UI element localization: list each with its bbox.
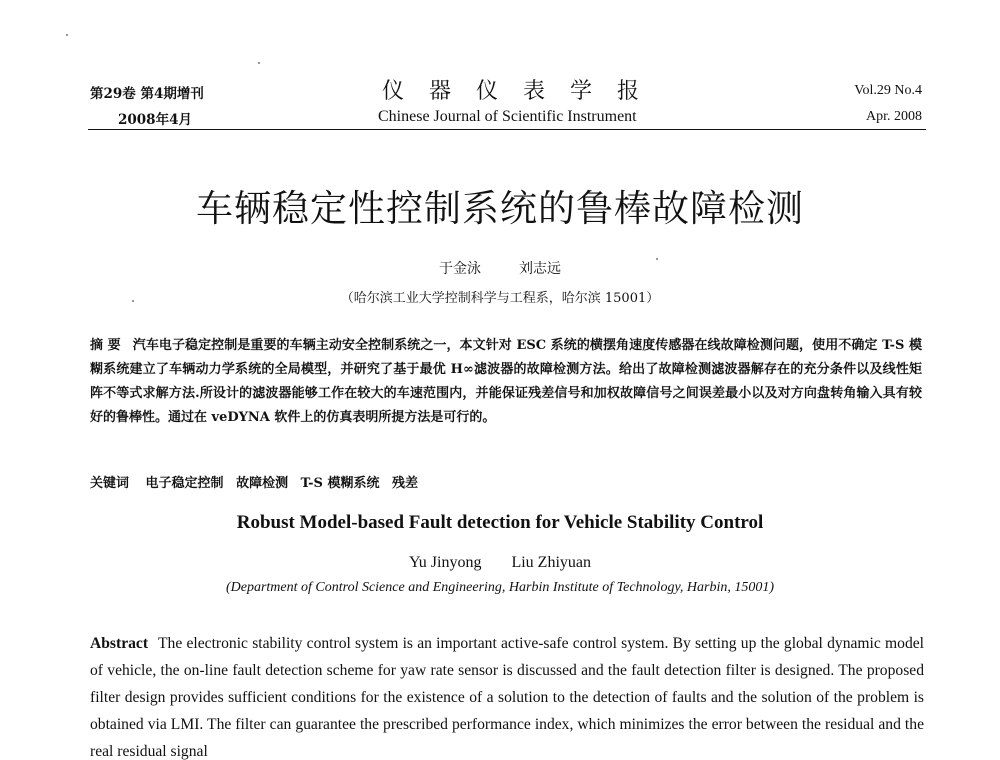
authors-cn: [0, 258, 1000, 278]
author-cn: 于金泳: [439, 261, 481, 277]
keyword: 残差: [392, 476, 419, 491]
scan-speck: [66, 34, 68, 36]
keyword: 电子稳定控制: [145, 476, 224, 491]
author-en: Liu Zhiyuan: [511, 554, 591, 571]
author-en: Yu Jinyong: [409, 554, 482, 571]
keywords-cn: [90, 472, 426, 491]
paper-title-cn: 车辆稳定性控制系统的鲁棒故障检测: [196, 187, 804, 230]
affiliation-en: (Department of Control Science and Engineering, Harbin Institute of Technology, Harbin, 15001): [225, 580, 775, 595]
journal-title-cn: 仪器仪表学报: [382, 79, 665, 104]
scan-speck: [656, 258, 658, 260]
affiliation-cn: （哈尔滨工业大学控制科学与工程系，哈尔滨 15001）: [340, 291, 660, 306]
abstract-label-en: Abstract: [90, 635, 149, 652]
date-cn: 2008年4月: [118, 112, 192, 128]
scan-speck: [132, 300, 134, 302]
header-rule: [88, 129, 926, 130]
keyword: 故障检测: [236, 476, 289, 491]
keywords-label-cn: 关键词: [90, 476, 130, 491]
abstract-label-cn: 摘 要: [90, 338, 121, 353]
abstract-text-cn: 汽车电子稳定控制是重要的车辆主动安全控制系统之一，本文针对 ESC 系统的横摆角速度传感器在线故障检测问题，使用不确定 T-S 模糊系统建立了车辆动力学系统的全局模型，并研究了基于最优 H∞滤波器的故障检测方法。给出了故障检测滤波器解存在的充分条件以及线性矩阵不等式求解方法.所设计的滤波器能够工作在较大的车速范围内，并能保证残差信号和加权故障信号之间误差最小以及对方向盘转角输入具有较好的鲁棒性。通过在 veDYNA 软件上的仿真表明所提方法是可行的。: [90, 338, 922, 425]
abstract-cn: [90, 334, 922, 430]
abstract-en: [90, 630, 924, 760]
paper-title-en: Robust Model-based Fault detection for Vehicle Stability Control: [236, 512, 764, 533]
abstract-text-en: The electronic stability control system is an important active-safe control system. By setting up the global dynamic model of vehicle, the on-line fault detection scheme for yaw rate sensor is discussed and the fault detection filter is designed. The proposed filter design provides sufficient conditions for the existence of a solution to the detection of faults and the solution of the problem is obtained via LMI. The filter can guarantee the prescribed performance index, which minimizes the error between the residual and the real residual signal: [90, 635, 924, 760]
date-en: Apr. 2008: [866, 109, 922, 124]
volume-en: Vol.29 No.4: [854, 83, 922, 98]
keyword: T-S 模糊系统: [300, 476, 380, 491]
scan-speck: [258, 62, 260, 64]
authors-en: [0, 554, 1000, 572]
journal-title-en: Chinese Journal of Scientific Instrument: [378, 108, 637, 125]
volume-issue: 第29卷 第4期增刊: [90, 86, 204, 102]
author-cn: 刘志远: [519, 261, 561, 277]
